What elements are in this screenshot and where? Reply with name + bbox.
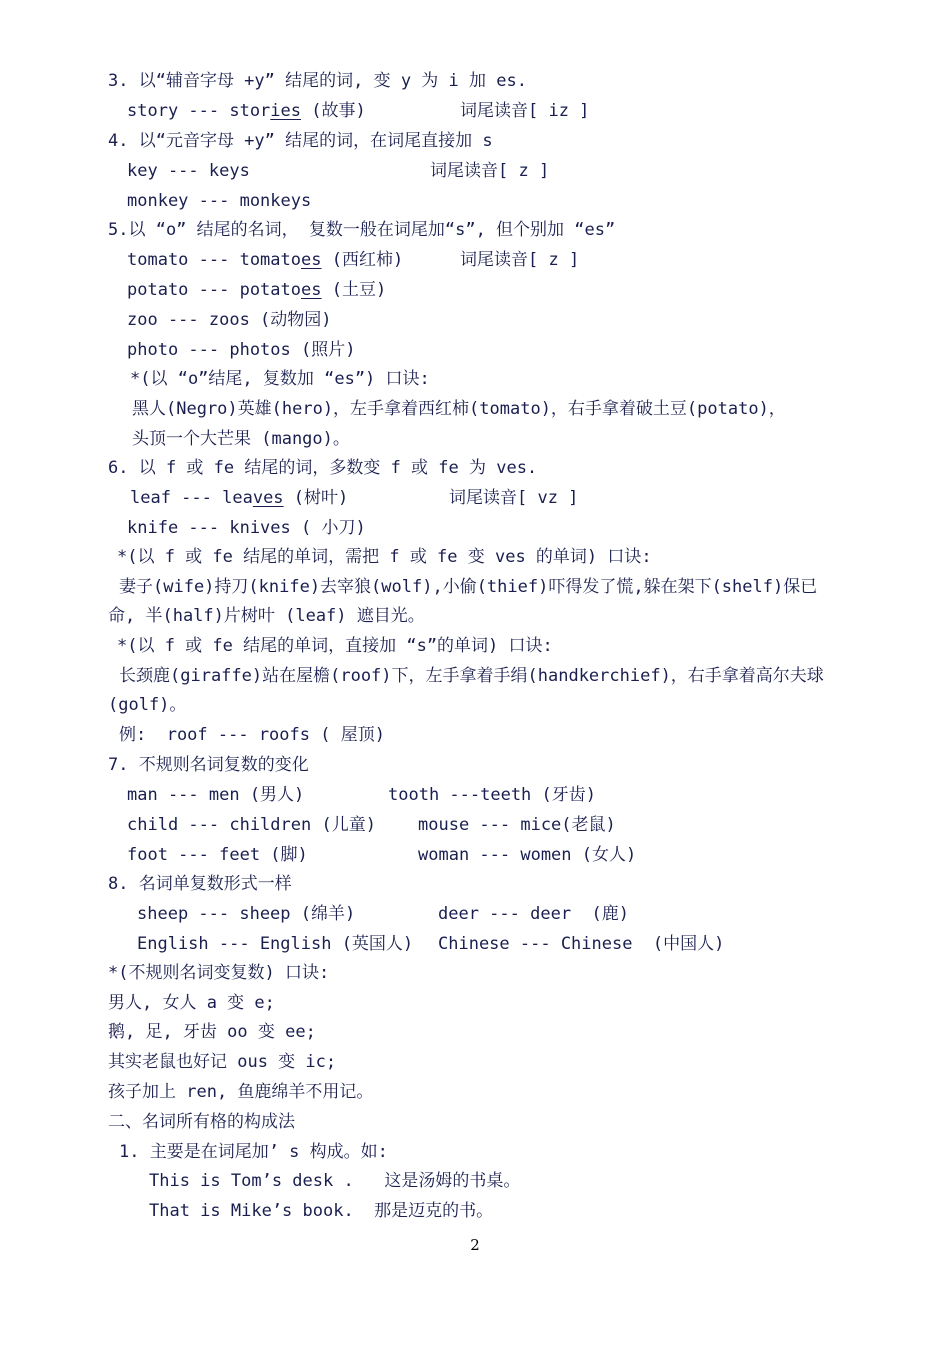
- section2-example-1: This is Tom’s desk . 这是汤姆的书桌。: [149, 1171, 521, 1191]
- rule8-row2-col1: English --- English (英国人): [137, 934, 414, 954]
- rule4-heading: 4. 以“元音字母 +y” 结尾的词，在词尾直接加 s: [108, 131, 493, 151]
- rule7-row3-col1: foot --- feet (脚): [127, 845, 308, 865]
- rule8-row1-col1: sheep --- sheep (绵羊): [137, 904, 356, 924]
- rule6-example-2: knife --- knives ( 小刀): [127, 518, 366, 538]
- rule4-example-1: key --- keys: [127, 161, 250, 181]
- rule6-mnemonic2-line-1: 长颈鹿(giraffe)站在屋檐(roof)下，左手拿着手绢(handkerchief)，右手拿着高尔夫球: [119, 666, 824, 686]
- irregular-mnemonic-line-4: 孩子加上 ren, 鱼鹿绵羊不用记。: [108, 1082, 374, 1102]
- rule6-mnemonic1-title: *(以 f 或 fe 结尾的单词，需把 f 或 fe 变 ves 的单词) 口诀:: [117, 547, 652, 567]
- rule7-row2-col1: child --- children (儿童): [127, 815, 376, 835]
- rule6-pronunciation-note: 词尾读音[ vz ]: [449, 488, 579, 508]
- section2-heading: 二、名词所有格的构成法: [108, 1112, 295, 1132]
- rule5-pronunciation-note: 词尾读音[ z ]: [460, 250, 580, 270]
- rule4-pronunciation-note: 词尾读音[ z ]: [430, 161, 550, 181]
- rule7-row2-col2: mouse --- mice(老鼠): [418, 815, 616, 835]
- rule7-row1-col2: tooth ---teeth (牙齿): [388, 785, 596, 805]
- section2-example-2: That is Mike’s book. 那是迈克的书。: [149, 1201, 494, 1221]
- irregular-mnemonic-line-3: 其实老鼠也好记 ous 变 ic;: [108, 1052, 337, 1072]
- rule3-pronunciation-note: 词尾读音[ iz ]: [460, 101, 590, 121]
- rule5-mnemonic-line-1: 黑人(Negro)英雄(hero)，左手拿着西红柿(tomato)，右手拿着破土豆(potato)，: [132, 399, 786, 419]
- rule7-row3-col2: woman --- women (女人): [418, 845, 637, 865]
- rule7-row1-col1: man --- men (男人): [127, 785, 305, 805]
- section2-sub1: 1. 主要是在词尾加’ s 构成。如:: [119, 1142, 388, 1162]
- page-number: 2: [470, 1236, 480, 1254]
- irregular-mnemonic-line-1: 男人, 女人 a 变 e;: [108, 993, 275, 1013]
- rule5-heading: 5.以 “o” 结尾的名词， 复数一般在词尾加“s”, 但个别加 “es”: [108, 220, 616, 240]
- rule8-row2-col2: Chinese --- Chinese (中国人): [438, 934, 725, 954]
- rule6-mnemonic1-line-2: 命, 半(half)片树叶 (leaf) 遮目光。: [108, 606, 425, 626]
- rule5-example-1: tomato --- tomatoes (西红柿): [127, 250, 404, 270]
- irregular-mnemonic-line-2: 鹅, 足, 牙齿 oo 变 ee;: [108, 1022, 316, 1042]
- rule6-example-1: leaf --- leaves (树叶): [130, 488, 349, 508]
- rule5-example-2: potato --- potatoes (土豆): [127, 280, 387, 300]
- rule6-mnemonic2-line-2: (golf)。: [108, 695, 187, 715]
- rule6-mnemonic2-title: *(以 f 或 fe 结尾的单词，直接加 “s”的单词) 口诀:: [117, 636, 553, 656]
- rule6-example-roof: 例: roof --- roofs ( 屋顶): [119, 725, 385, 745]
- rule7-heading: 7. 不规则名词复数的变化: [108, 755, 309, 775]
- rule8-row1-col2: deer --- deer (鹿): [438, 904, 629, 924]
- rule5-mnemonic-line-2: 头顶一个大芒果 (mango)。: [132, 429, 350, 449]
- rule8-heading: 8. 名词单复数形式一样: [108, 874, 292, 894]
- rule5-example-3: zoo --- zoos (动物园): [127, 310, 332, 330]
- rule6-heading: 6. 以 f 或 fe 结尾的词，多数变 f 或 fe 为 ves.: [108, 458, 538, 478]
- rule3-heading: 3. 以“辅音字母 +y” 结尾的词, 变 y 为 i 加 es.: [108, 71, 527, 91]
- rule4-example-2: monkey --- monkeys: [127, 191, 312, 211]
- rule5-example-4: photo --- photos (照片): [127, 340, 356, 360]
- rule3-example: story --- stories (故事): [127, 101, 366, 121]
- rule6-mnemonic1-line-1: 妻子(wife)持刀(knife)去宰狼(wolf),小偷(thief)吓得发了慌,躲在架下(shelf)保已: [119, 577, 818, 597]
- rule5-mnemonic-title: *(以 “o”结尾, 复数加 “es”) 口诀:: [130, 369, 430, 389]
- irregular-mnemonic-title: *(不规则名词变复数) 口诀:: [108, 963, 330, 983]
